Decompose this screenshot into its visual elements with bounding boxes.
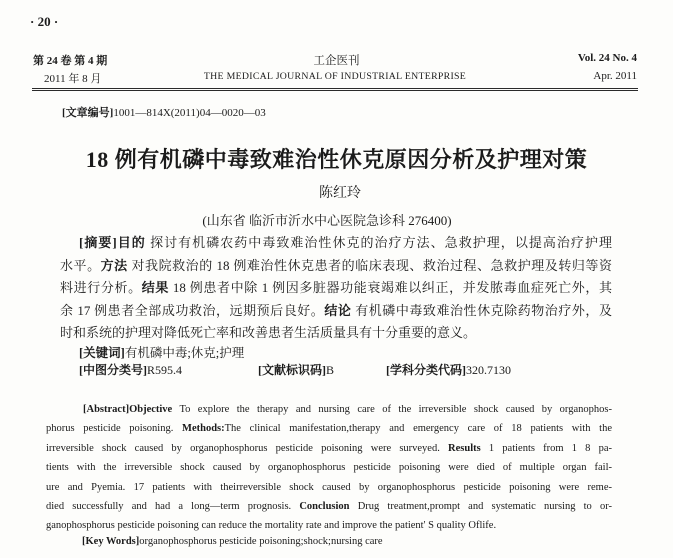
subject-code-value: 320.7130 xyxy=(466,363,511,377)
abstract-en-line xyxy=(46,516,612,535)
header-vol-no: Vol. 24 No. 4 xyxy=(577,52,637,64)
abstract-en-text: ure and Pyemia. 17 patients with theirreversible shock caused by organophosphorus pesticide poisoning were reme- xyxy=(46,481,612,493)
abstract-cn-text: 水平。 xyxy=(60,257,101,273)
abstract-cn-section-label: [摘要]目的 xyxy=(79,235,146,250)
page-number: · 20 · xyxy=(30,14,59,29)
abstract-en-section-label: [Abstract]Objective xyxy=(83,404,173,415)
header-date-cn: 2011 年 8 月 xyxy=(44,73,102,85)
clc-label: [中图分类号] xyxy=(79,363,147,377)
header-journal-cn: 工企医刊 xyxy=(313,55,360,67)
header-rule xyxy=(32,88,638,91)
clc-number xyxy=(79,361,182,378)
abstract-cn-line xyxy=(60,300,612,323)
abstract-cn-text: 探讨有机磷农药中毒致难治性休克的治疗方法、急救护理，以提高治疗护理 xyxy=(145,235,612,250)
article-id-label: [文章编号] xyxy=(62,107,114,119)
abstract-cn-line xyxy=(60,277,612,300)
keywords-en xyxy=(82,536,383,547)
author-name: 陈红玲 xyxy=(319,186,361,201)
abstract-en-text: To explore the therapy and nursing care of the irreversible shock caused by organophos- xyxy=(172,404,612,415)
article-id-value: 1001—814X(2011)04—0020—03 xyxy=(113,107,266,119)
document-code xyxy=(258,361,334,378)
abstract-cn-section-label: 结论 xyxy=(324,302,352,318)
author-affiliation: (山东省 临沂市沂水中心医院急诊科 276400) xyxy=(202,213,452,228)
keywords-en-text: organophosphorus pesticide poisoning;shock;nursing care xyxy=(139,536,383,547)
abstract-cn-text: 余 17 例患者全部成功救治，远期预后良好。 xyxy=(60,302,325,318)
subject-code-label: [学科分类代码] xyxy=(386,363,466,377)
header-journal-en: THE MEDICAL JOURNAL OF INDUSTRIAL ENTERPRISE xyxy=(203,71,467,82)
abstract-cn-line xyxy=(60,322,612,345)
abstract-cn-section-label: 方法 xyxy=(100,257,128,273)
abstract-en-line xyxy=(46,400,612,419)
abstract-en-text: phorus pesticide poisoning. xyxy=(46,423,183,435)
abstract-en-line xyxy=(46,419,612,438)
abstract-cn-text: 有机磷中毒致难治性休克除药物治疗外，及 xyxy=(351,302,612,318)
abstract-en-text: The clinical manifestation,therapy and emergency care of 18 patients with the xyxy=(224,423,612,435)
abstract-en-section-label: Results xyxy=(448,442,481,454)
abstract-en-line xyxy=(46,439,612,458)
abstract-cn xyxy=(60,232,612,345)
abstract-en-text: irreversible shock caused by organophosphorus pesticide poisoning were surveyed. xyxy=(46,442,449,454)
clc-value: R595.4 xyxy=(147,363,183,377)
abstract-en-text: ganophosphorus pesticide poisoning can reduce the mortality rate and improve the patient' S quality Oflife. xyxy=(46,520,497,532)
keywords-cn xyxy=(79,343,244,361)
abstract-en-text: died successfully and had a long—term prognosis. xyxy=(46,500,300,512)
abstract-cn-text: 18 例患者中除 1 例因多脏器功能衰竭难以纠正，并发脓毒血症死亡外，其 xyxy=(168,280,612,295)
abstract-cn-section-label: 结果 xyxy=(141,280,169,295)
abstract-en-text: 1 patients from 1 8 pa- xyxy=(480,442,612,454)
abstract-en-section-label: Methods: xyxy=(182,423,225,435)
keywords-cn-text: 有机磷中毒;休克;护理 xyxy=(124,346,245,360)
header-date-en: Apr. 2011 xyxy=(593,70,637,82)
abstract-cn-text: 对我院救治的 18 例难治性休克患者的临床表现、救治过程、急救护理及转归等资 xyxy=(127,257,612,273)
abstract-en xyxy=(46,400,612,536)
document-code-value: B xyxy=(326,363,335,377)
article-id xyxy=(62,104,266,120)
keywords-cn-label: [关键词] xyxy=(79,346,125,360)
abstract-cn-text: 时和系统的护理对降低死亡率和改善患者生活质量具有十分重要的意义。 xyxy=(60,325,477,340)
keywords-en-label: [Key Words] xyxy=(82,536,140,547)
abstract-en-text: tients with the irreversible shock caused by organophosphorus pesticide poisoning were died of multiple organ fail- xyxy=(46,462,612,474)
header-volume-issue: 第 24 卷 第 4 期 xyxy=(33,55,108,67)
abstract-cn-line xyxy=(60,232,612,255)
abstract-en-section-label: Conclusion xyxy=(299,500,350,512)
subject-code xyxy=(386,361,511,378)
abstract-en-line xyxy=(46,458,612,477)
document-code-label: [文献标识码] xyxy=(258,363,326,377)
abstract-cn-text: 料进行分析。 xyxy=(60,280,142,295)
abstract-en-line xyxy=(46,478,612,497)
abstract-en-line xyxy=(46,497,612,516)
abstract-cn-line xyxy=(60,255,612,278)
abstract-en-text: Drug treatment,prompt and systematic nursing to or- xyxy=(349,500,612,512)
paper-title: 18 例有机磷中毒致难治性休克原因分析及护理对策 xyxy=(85,147,588,172)
